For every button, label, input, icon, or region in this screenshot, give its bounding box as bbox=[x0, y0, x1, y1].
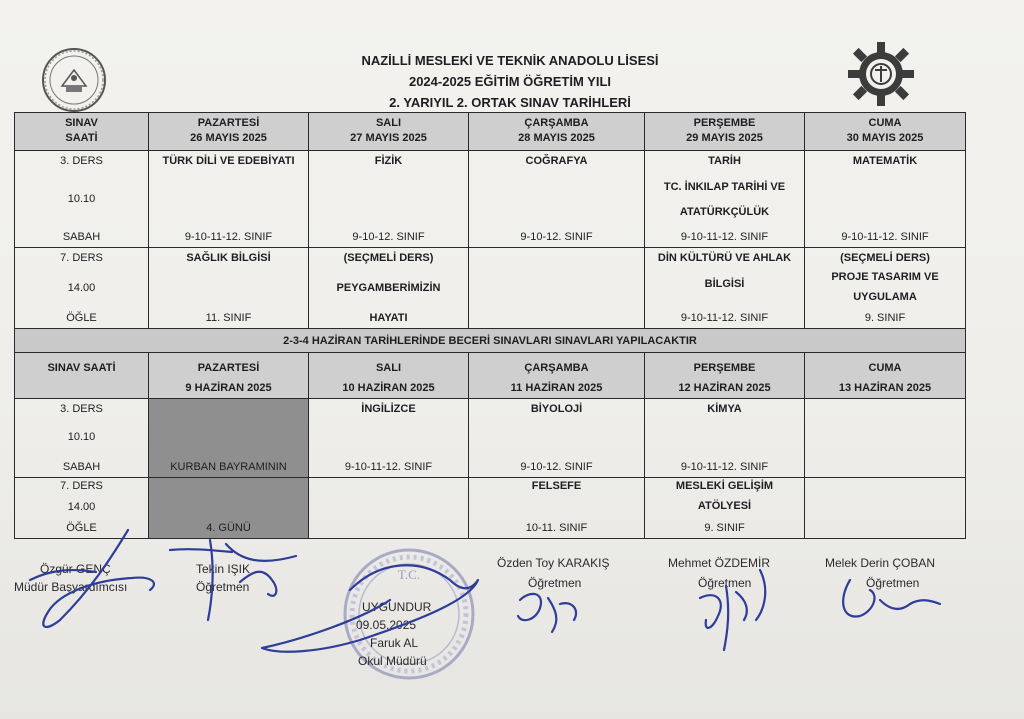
slot-period: SABAH bbox=[62, 461, 101, 473]
subject-line: TC. İNKILAP TARİHİ VE bbox=[663, 181, 786, 193]
signer-role: Öğretmen bbox=[528, 576, 582, 590]
day-header bbox=[149, 113, 309, 151]
slot-period: SABAH bbox=[62, 231, 101, 243]
subject-line: COĞRAFYA bbox=[525, 155, 588, 167]
slot-ders: 7. DERS bbox=[60, 480, 103, 492]
day-header bbox=[805, 353, 966, 399]
week1-table bbox=[14, 112, 966, 353]
day-header bbox=[805, 113, 966, 151]
day-header bbox=[149, 353, 309, 399]
day-name: PAZARTESİ bbox=[197, 362, 260, 374]
subject-line: FİZİK bbox=[374, 155, 403, 167]
day-date: 10 HAZİRAN 2025 bbox=[342, 382, 435, 394]
principal-role: Okul Müdürü bbox=[358, 654, 427, 668]
table-row bbox=[15, 248, 966, 329]
stamp-text: T.C. bbox=[397, 567, 421, 582]
exam-cell bbox=[805, 399, 966, 478]
class-list: 10-11. SINIF bbox=[525, 522, 588, 534]
gear-logo-icon bbox=[846, 40, 916, 108]
day-header bbox=[309, 353, 469, 399]
exam-cell bbox=[469, 399, 645, 478]
subject-line: MATEMATİK bbox=[852, 155, 918, 167]
day-name: SALI bbox=[375, 362, 402, 374]
day-date: 11 HAZİRAN 2025 bbox=[510, 382, 603, 394]
exam-cell bbox=[309, 248, 469, 329]
class-list: 9-10-11-12. SINIF bbox=[841, 231, 929, 243]
subject-line: (SEÇMELİ DERS) bbox=[343, 252, 434, 264]
slot-time: 10.10 bbox=[67, 193, 96, 205]
day-date: 9 HAZİRAN 2025 bbox=[185, 382, 272, 394]
page-title: 2. YARIYIL 2. ORTAK SINAV TARİHLERİ bbox=[389, 95, 631, 110]
day-name: SALI bbox=[375, 117, 402, 129]
day-name: PERŞEMBE bbox=[693, 362, 756, 374]
signer-role: Öğretmen bbox=[866, 576, 920, 590]
day-date: 12 HAZİRAN 2025 bbox=[678, 382, 771, 394]
day-date: 13 HAZİRAN 2025 bbox=[838, 382, 932, 394]
class-list: 9-10-12. SINIF bbox=[352, 231, 425, 243]
slot-time: 14.00 bbox=[67, 282, 96, 294]
exam-cell bbox=[309, 399, 469, 478]
signature-ink bbox=[0, 520, 1024, 690]
signer-role: Öğretmen bbox=[196, 580, 250, 594]
school-name: NAZİLLİ MESLEKİ VE TEKNİK ANADOLU LİSESİ bbox=[361, 53, 659, 68]
subject-line: (SEÇMELİ DERS) bbox=[840, 252, 930, 264]
day-header bbox=[309, 113, 469, 151]
approval-date: 09.05.2025 bbox=[356, 618, 417, 632]
week2-header-row bbox=[15, 353, 966, 399]
time-header-line2: SAATİ bbox=[65, 132, 98, 144]
slot-time-cell bbox=[15, 399, 149, 478]
class-list: 9-10-12. SINIF bbox=[520, 231, 593, 243]
subject-line: TÜRK DİLİ VE EDEBİYATI bbox=[162, 155, 295, 167]
subject-line: PROJE TASARIM VE bbox=[831, 271, 939, 283]
subject-line: BİYOLOJİ bbox=[530, 403, 583, 415]
subject-line: BİLGİSİ bbox=[704, 278, 745, 290]
slot-period: ÖĞLE bbox=[66, 312, 97, 324]
slot-ders: 7. DERS bbox=[60, 252, 103, 264]
signer-name: Tekin IŞIK bbox=[196, 562, 251, 576]
exam-cell bbox=[469, 248, 645, 329]
day-name: CUMA bbox=[868, 362, 902, 374]
subject-line: KİMYA bbox=[707, 403, 742, 415]
academic-year: 2024-2025 EĞİTİM ÖĞRETİM YILI bbox=[408, 74, 612, 89]
subject-line: TARİH bbox=[708, 155, 741, 167]
subject-line: SAĞLIK BİLGİSİ bbox=[186, 252, 271, 264]
class-list: 9-10-11-12. SINIF bbox=[680, 312, 769, 324]
day-header bbox=[469, 113, 645, 151]
signer-name: Özgür GENÇ bbox=[40, 562, 111, 576]
exam-cell bbox=[645, 151, 805, 248]
day-name: ÇARŞAMBA bbox=[524, 362, 589, 374]
exam-cell bbox=[645, 399, 805, 478]
day-name: PAZARTESİ bbox=[197, 117, 260, 129]
day-date: 26 MAYIS 2025 bbox=[190, 132, 267, 144]
slot-time-cell bbox=[15, 151, 149, 248]
time-header bbox=[15, 113, 149, 151]
day-header bbox=[469, 353, 645, 399]
day-name: PERŞEMBE bbox=[693, 117, 756, 129]
class-list: 9-10-11-12. SINIF bbox=[680, 461, 769, 473]
day-date: 28 MAYIS 2025 bbox=[518, 132, 595, 144]
signer-name: Özden Toy KARAKIŞ bbox=[497, 556, 610, 570]
exam-cell bbox=[149, 151, 309, 248]
day-date: 29 MAYIS 2025 bbox=[686, 132, 763, 144]
class-list: 9. SINIF bbox=[704, 522, 745, 534]
subject-line: MESLEKİ GELİŞİM bbox=[675, 480, 774, 492]
slot-ders: 3. DERS bbox=[60, 155, 103, 167]
subject-line: HAYATI bbox=[369, 312, 408, 324]
signer-name: Mehmet ÖZDEMİR bbox=[668, 556, 771, 570]
day-header bbox=[645, 353, 805, 399]
subject-line: İNGİLİZCE bbox=[361, 403, 416, 415]
notice: 2-3-4 HAZİRAN TARİHLERİNDE BECERİ SINAVLARI SINAVLARI YAPILACAKTIR bbox=[15, 329, 966, 353]
day-name: ÇARŞAMBA bbox=[524, 117, 589, 129]
day-name: CUMA bbox=[868, 117, 902, 129]
signer-role: Müdür Başyardımcısı bbox=[14, 580, 128, 594]
subject-line: DİN KÜLTÜRÜ VE AHLAK bbox=[657, 252, 792, 264]
day-date: 27 MAYIS 2025 bbox=[350, 132, 427, 144]
time-header-line1: SINAV bbox=[65, 117, 98, 129]
subject-line: ATATÜRKÇÜLÜK bbox=[679, 206, 770, 218]
holiday-cell bbox=[149, 399, 309, 478]
table-row bbox=[15, 151, 966, 248]
signer-role: Öğretmen bbox=[698, 576, 752, 590]
ministry-logo-icon bbox=[40, 46, 108, 114]
class-list: 9-10-11-12. SINIF bbox=[344, 461, 433, 473]
slot-time: 10.10 bbox=[67, 431, 96, 443]
class-list: 9. SINIF bbox=[864, 312, 906, 324]
exam-cell bbox=[469, 151, 645, 248]
time-header bbox=[15, 353, 149, 399]
slot-period: ÖĞLE bbox=[66, 522, 97, 534]
class-list: 9-10-11-12. SINIF bbox=[184, 231, 273, 243]
notice-row bbox=[15, 329, 966, 353]
holiday-label: 4. GÜNÜ bbox=[206, 522, 251, 534]
subject-line: PEYGAMBERİMİZİN bbox=[336, 282, 441, 294]
slot-time-cell bbox=[15, 248, 149, 329]
subject-line: FELSEFE bbox=[531, 480, 582, 492]
day-header bbox=[645, 113, 805, 151]
slot-ders: 3. DERS bbox=[60, 403, 103, 415]
week2-table bbox=[14, 352, 966, 539]
class-list: 9-10-11-12. SINIF bbox=[680, 231, 769, 243]
signer-name: Melek Derin ÇOBAN bbox=[825, 556, 936, 570]
subject-line: UYGULAMA bbox=[853, 291, 917, 303]
exam-cell bbox=[805, 248, 966, 329]
principal-name: Faruk AL bbox=[370, 636, 419, 650]
exam-cell bbox=[805, 151, 966, 248]
table-row bbox=[15, 399, 966, 478]
exam-cell bbox=[309, 151, 469, 248]
holiday-label: KURBAN BAYRAMININ bbox=[170, 461, 287, 473]
week1-header-row bbox=[15, 113, 966, 151]
class-list: 11. SINIF bbox=[205, 312, 252, 324]
approval-label: UYGUNDUR bbox=[362, 600, 432, 614]
time-header-label: SINAV SAATİ bbox=[47, 362, 116, 374]
subject-line: ATÖLYESİ bbox=[697, 500, 752, 512]
exam-cell bbox=[645, 248, 805, 329]
slot-time: 14.00 bbox=[67, 501, 96, 513]
exam-cell bbox=[149, 248, 309, 329]
class-list: 9-10-12. SINIF bbox=[520, 461, 593, 473]
day-date: 30 MAYIS 2025 bbox=[846, 132, 924, 144]
